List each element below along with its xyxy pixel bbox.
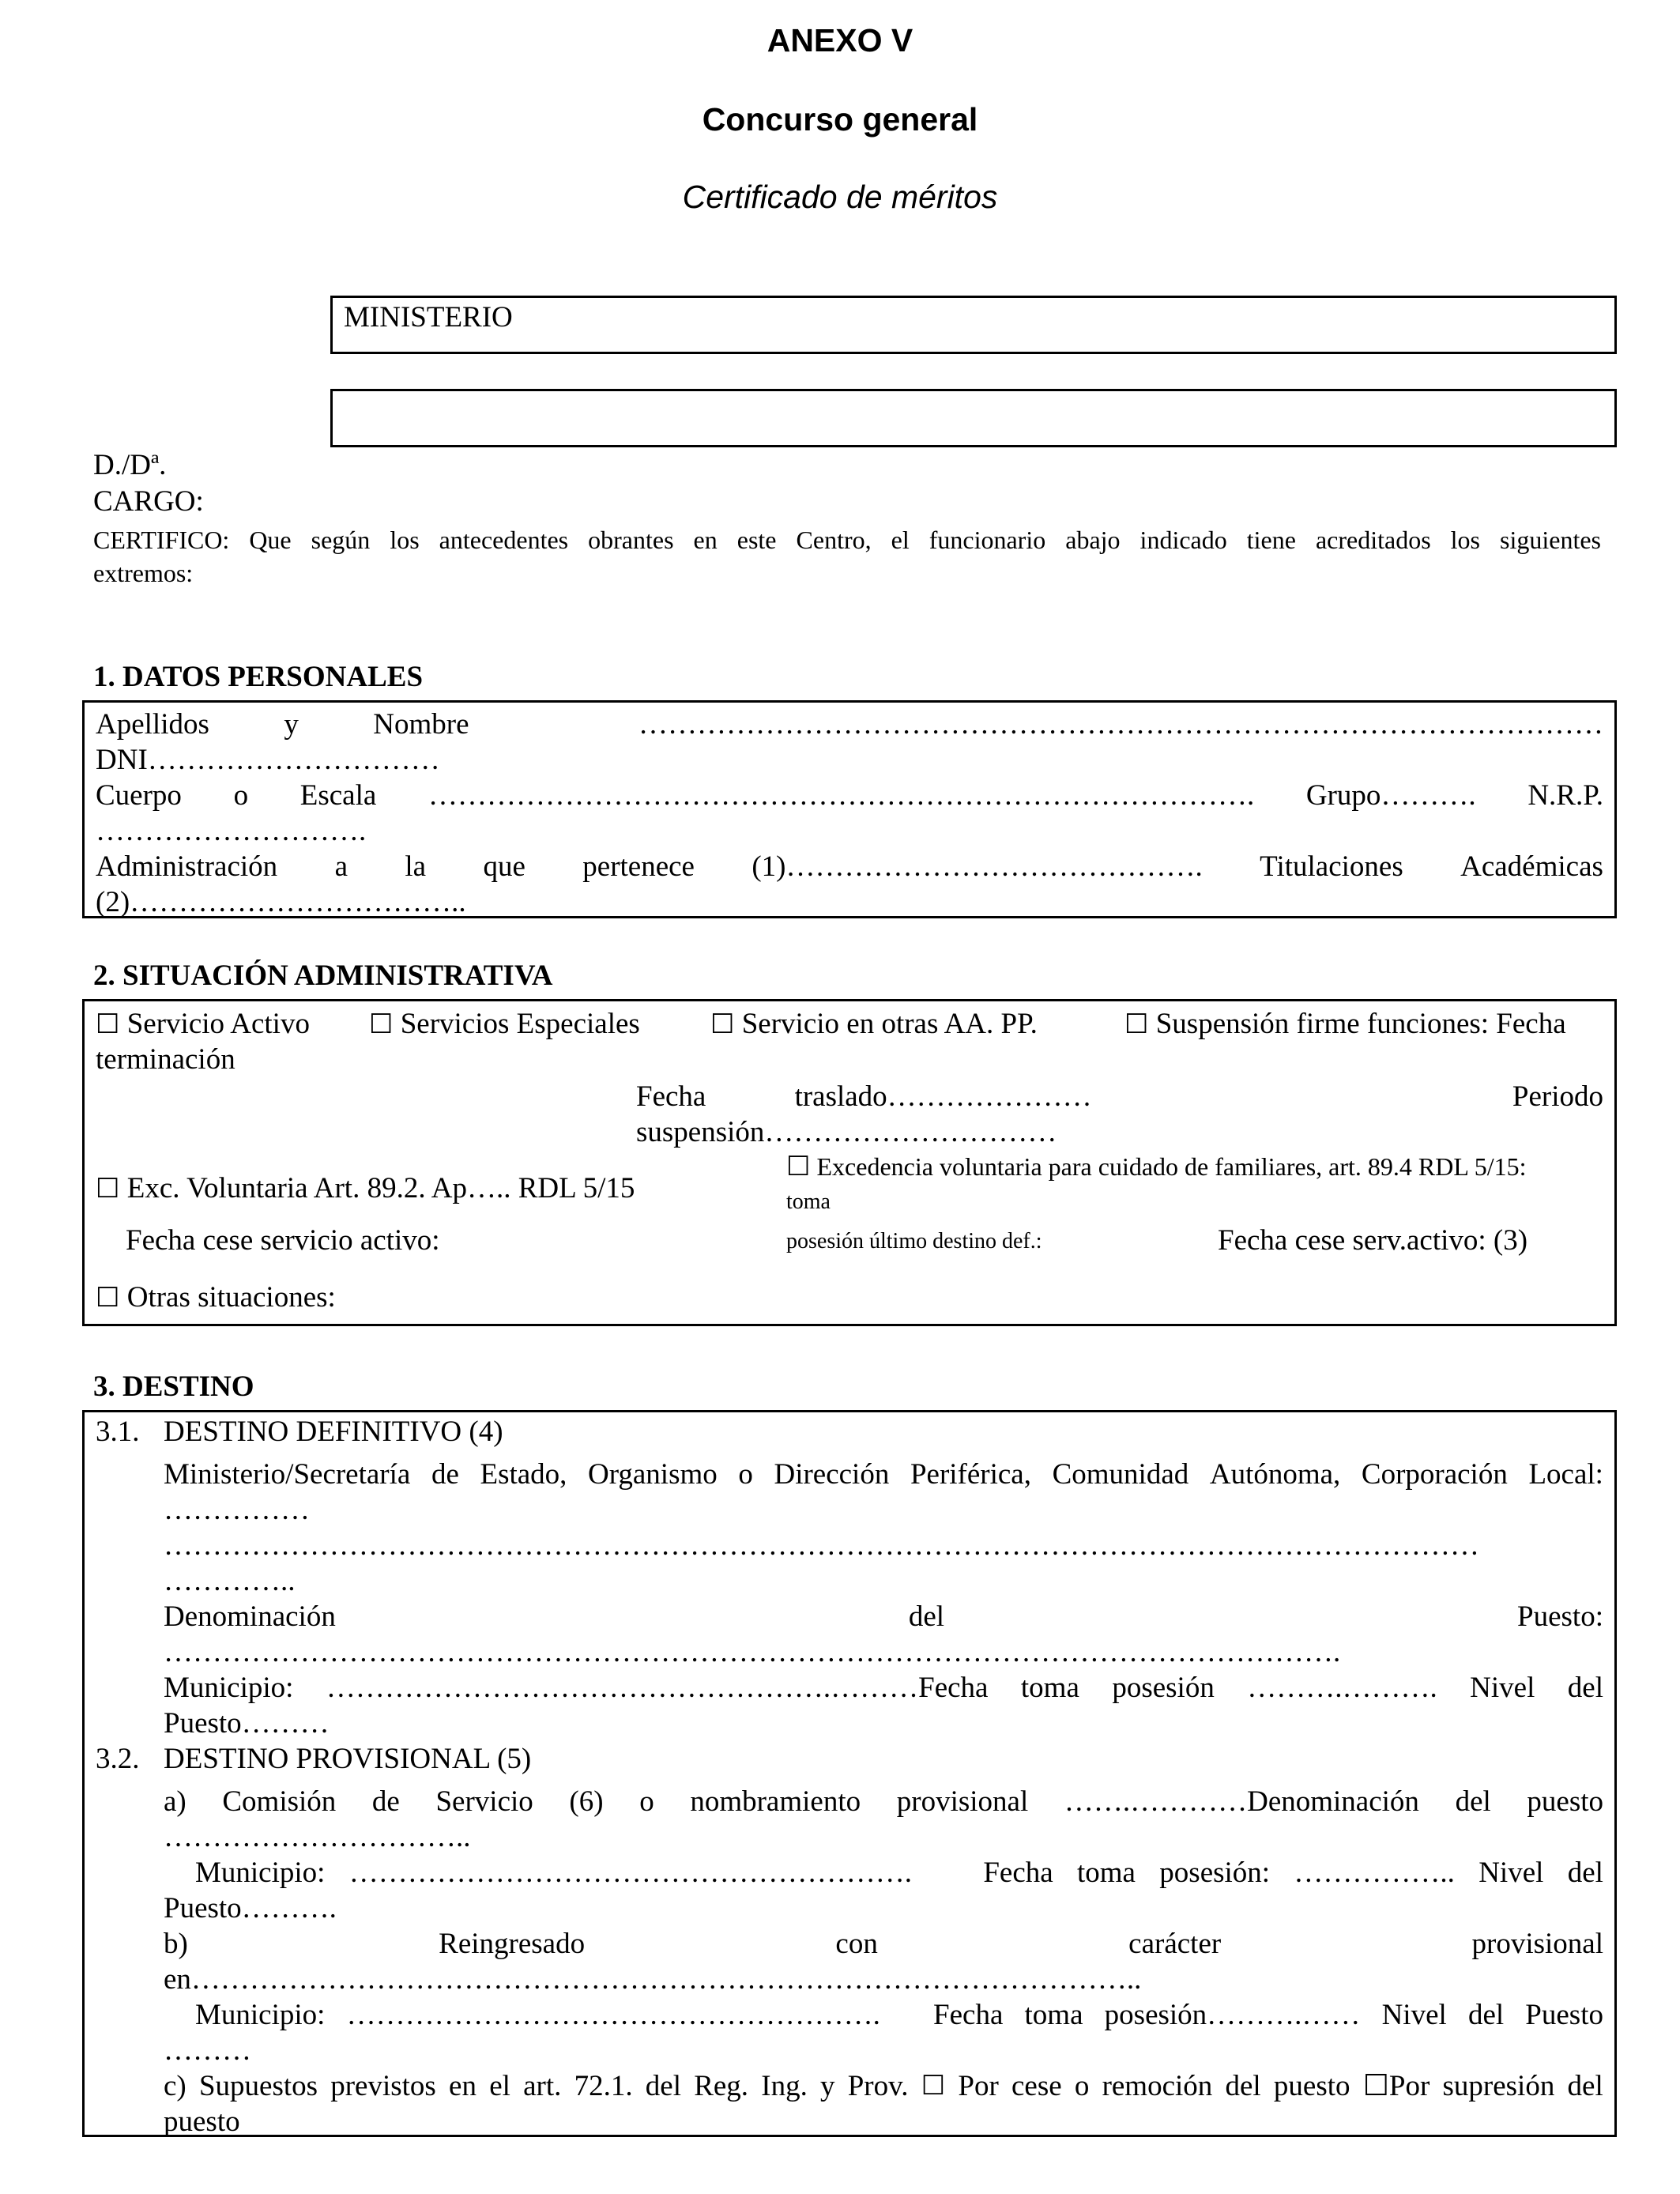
word: de [371,1785,400,1818]
special-services-label: Servicios Especiales [400,1008,640,1040]
word: Municipio: [164,1672,294,1704]
word: Fecha [933,1999,1004,2031]
dni-field[interactable]: DNI………………………… [96,744,440,776]
corps-field[interactable]: …………………………………………………………………………. [428,779,1255,812]
word: Nivel [1470,1672,1535,1704]
word: posesión: [1159,1857,1271,1889]
word: del [1225,2070,1261,2102]
academic-label: Académicas [1460,850,1603,883]
word: del [1567,1672,1603,1704]
date-field[interactable]: …………….. [1294,1857,1455,1889]
ministry-field-cont[interactable]: ……………………………………………………………………………………………………………………… [164,1529,1479,1562]
suspension-cont: terminación [96,1043,235,1076]
word: provisional [896,1785,1029,1818]
commission-municipality-line[interactable] [195,1855,1603,1891]
commission-field[interactable]: …….…………Denominación [1064,1785,1419,1818]
word: b) [164,1928,188,1960]
checkbox-icon[interactable]: ☐ [96,1008,120,1040]
annex-title: ANEXO V [767,22,913,58]
active-service-label: Servicio Activo [126,1008,310,1040]
word: o [738,1458,753,1491]
cases-line[interactable] [164,2068,1603,2104]
active-service-option[interactable] [96,1006,310,1042]
word: pertenece [582,850,695,883]
word: Dirección [774,1458,890,1491]
word: Reingresado [439,1928,586,1960]
word: Por [958,2070,999,2102]
word: art. [523,2070,562,2102]
word: o [639,1785,654,1818]
word: Local: [1528,1458,1603,1491]
transfer-date-row[interactable] [636,1079,1603,1114]
special-services-option[interactable] [369,1006,640,1042]
word: remoción [1102,2070,1213,2102]
word: Periférica, [910,1458,1031,1491]
word: del [908,1600,945,1633]
section1-heading: 1. DATOS PERSONALES [93,661,424,693]
municipality-field[interactable]: …………………………………………………. [348,1857,913,1889]
checkbox-icon[interactable]: ☐ [710,1008,735,1040]
word: Nivel [1381,1999,1447,2031]
word: c) [164,2070,186,2102]
checkbox-icon[interactable]: ☐ [921,2070,946,2102]
voluntary-exc-label: Exc. Voluntaria Art. 89.2. Ap….. RDL 5/15 [126,1172,635,1204]
word: previstos [330,2070,436,2102]
group-field[interactable]: Grupo………. [1305,779,1476,812]
word: con [835,1928,878,1960]
denomination-field[interactable]: …………………………………………………………………………………………………………. [164,1636,1341,1668]
word: Ministerio/Secretaría [164,1458,411,1491]
name-row[interactable] [96,707,1603,742]
admin-situation-box [82,999,1617,1326]
word: Municipio: [195,1857,326,1889]
last-post-label[interactable]: posesión último destino def.: [786,1229,1042,1253]
word: toma [1077,1857,1136,1889]
reinstated-line[interactable] [164,1926,1603,1962]
ministry-unit-box[interactable] [330,389,1617,447]
word: Estado, [480,1458,567,1491]
reinstated-field[interactable]: en…………………………………………………………………………………….. [164,1963,1142,1996]
word: del [1467,1999,1505,2031]
post-field[interactable]: ………………………….. [164,1821,471,1853]
word: del [645,2070,681,2102]
word: Reg. [694,2070,749,2102]
word: provisional [1471,1928,1603,1960]
other-situations-option[interactable] [96,1280,336,1316]
municipality-line[interactable] [164,1670,1603,1706]
word: del [1455,1785,1491,1818]
word: Municipio: [195,1999,326,2031]
other-admin-option[interactable] [710,1006,1038,1042]
provisional-title: DESTINO PROVISIONAL (5) [164,1743,532,1775]
word: la [405,850,427,883]
word: cese [1011,2070,1062,2102]
word: puesto [1527,1785,1603,1818]
destination-box [82,1410,1617,2137]
word: Comunidad [1052,1458,1189,1491]
word: que [483,850,525,883]
word: Nivel [1478,1857,1544,1889]
date-field[interactable]: posesión……….…… [1104,1999,1361,2031]
word: de [431,1458,459,1491]
personal-data-box [82,700,1617,918]
date-field[interactable]: ……….………. [1247,1672,1437,1704]
section3-heading: 3. DESTINO [93,1370,254,1403]
word: supresión [1442,2070,1555,2102]
word: carácter [1128,1928,1222,1960]
other-situations-label: Otras situaciones: [126,1281,336,1314]
word: y [820,2070,835,2102]
corps-label: Cuerpo [96,779,182,812]
suspension-period-field[interactable]: suspensión………………………… [636,1116,1057,1148]
or-word: o [233,779,249,812]
period-label: Periodo [1512,1080,1603,1113]
word: Puesto [1525,1999,1603,2031]
word: Corporación [1361,1458,1508,1491]
suspension-label: Suspensión firme funciones: Fecha [1155,1008,1566,1040]
contest-title: Concurso general [702,101,978,138]
degrees-label: Titulaciones [1260,850,1403,883]
word: en [449,2070,477,2102]
reinstated-municipality-line[interactable] [195,1997,1603,2033]
section2-heading: 2. SITUACIÓN ADMINISTRATIVA [93,959,553,992]
name-label: D./Dª. [93,449,167,481]
administration-field[interactable]: (1)……………………………………. [751,850,1203,883]
ministry-line[interactable] [164,1457,1603,1492]
checkbox-icon[interactable]: ☐ [786,1151,811,1182]
corps-row[interactable] [96,778,1603,813]
provisional-number: 3.2. [96,1743,140,1775]
word: nombramiento [690,1785,861,1818]
word: Supuestos [198,2070,318,2102]
transfer-date-field[interactable]: traslado………………… [794,1080,1092,1113]
word: toma [1020,1672,1079,1704]
certificate-subtitle: Certificado de méritos [682,179,998,215]
definitive-title: DESTINO DEFINITIVO (4) [164,1416,503,1448]
checkbox-icon[interactable]: ☐ [96,1282,120,1314]
surname-label: Apellidos [96,708,209,741]
suspension-option[interactable] [1124,1006,1566,1042]
family-care-label: Excedencia voluntaria para cuidado de familiares, art. 89.4 RDL 5/15: [816,1152,1527,1181]
word: el [489,2070,510,2102]
ministry-field-end[interactable]: ………….. [164,1565,296,1597]
word: Autónoma, [1209,1458,1341,1491]
word: (6) [569,1785,604,1818]
checkbox-icon[interactable]: ☐ [96,1173,120,1204]
ministry-label: MINISTERIO [344,301,513,334]
name-field[interactable]: ……………………………………………………………………………………… [638,708,1603,741]
nrp-field[interactable]: ………………………. [96,815,367,847]
definitive-number: 3.1. [96,1416,140,1448]
ministry-box[interactable] [330,296,1617,354]
administration-label: Administración [96,850,278,883]
word: Organismo [588,1458,718,1491]
word: o [1074,2070,1090,2102]
level-field[interactable]: Puesto……… [164,1707,330,1740]
word: 72.1. [574,2070,633,2102]
scale-label: Escala [299,779,377,812]
cease-date-label[interactable]: Fecha cese servicio activo: [126,1224,440,1257]
nrp-label: N.R.P. [1527,779,1603,812]
family-care-option[interactable] [786,1150,1527,1183]
word: Comisión [222,1785,337,1818]
word: Servicio [435,1785,533,1818]
cases-line-cont: puesto [164,2105,240,2138]
word: del [1567,2070,1603,2102]
word: Fecha [983,1857,1053,1889]
ministry-field[interactable]: …………… [164,1494,310,1526]
degrees-field[interactable]: (2)…………………………….. [96,886,466,918]
word: a) [164,1785,186,1818]
certify-statement: CERTIFICO: Que según los antecedentes obrantes en este Centro, el funcionario abajo indicado tiene acreditados los siguientes [93,526,1601,554]
word: Prov. [847,2070,909,2102]
commission-level-field[interactable]: Puesto………. [164,1892,337,1924]
administration-row[interactable] [96,849,1603,884]
voluntary-exc-option[interactable] [96,1171,635,1207]
word: Puesto: [1517,1600,1603,1633]
word: Ing. [761,2070,808,2102]
suppression-checkbox[interactable]: ☐Por [1362,2070,1430,2102]
other-admin-label: Servicio en otras AA. PP. [741,1008,1038,1040]
word: toma [1024,1999,1083,2031]
and-word: y [284,708,299,741]
reinstated-level-field[interactable]: ……… [164,2034,251,2067]
municipality-field[interactable]: ………………………………………………. [346,1999,880,2031]
word: del [1567,1857,1603,1889]
certify-statement-cont: extremos: [93,559,194,587]
denomination-line[interactable] [164,1599,1603,1634]
family-care-cont: toma [786,1189,831,1214]
position-label: CARGO: [93,485,204,518]
municipality-field[interactable]: …………………………………………….………Fecha [326,1672,989,1704]
date-label: Fecha [636,1080,706,1113]
cease-date-3-label[interactable]: Fecha cese serv.activo: (3) [1218,1224,1528,1257]
word: Denominación [164,1600,336,1633]
checkbox-icon[interactable]: ☐ [1124,1008,1149,1040]
word: a [334,850,348,883]
commission-line[interactable] [164,1784,1603,1819]
word: puesto [1273,2070,1350,2102]
word: posesión [1112,1672,1215,1704]
name-label: Nombre [373,708,469,741]
checkbox-icon[interactable]: ☐ [369,1008,394,1040]
